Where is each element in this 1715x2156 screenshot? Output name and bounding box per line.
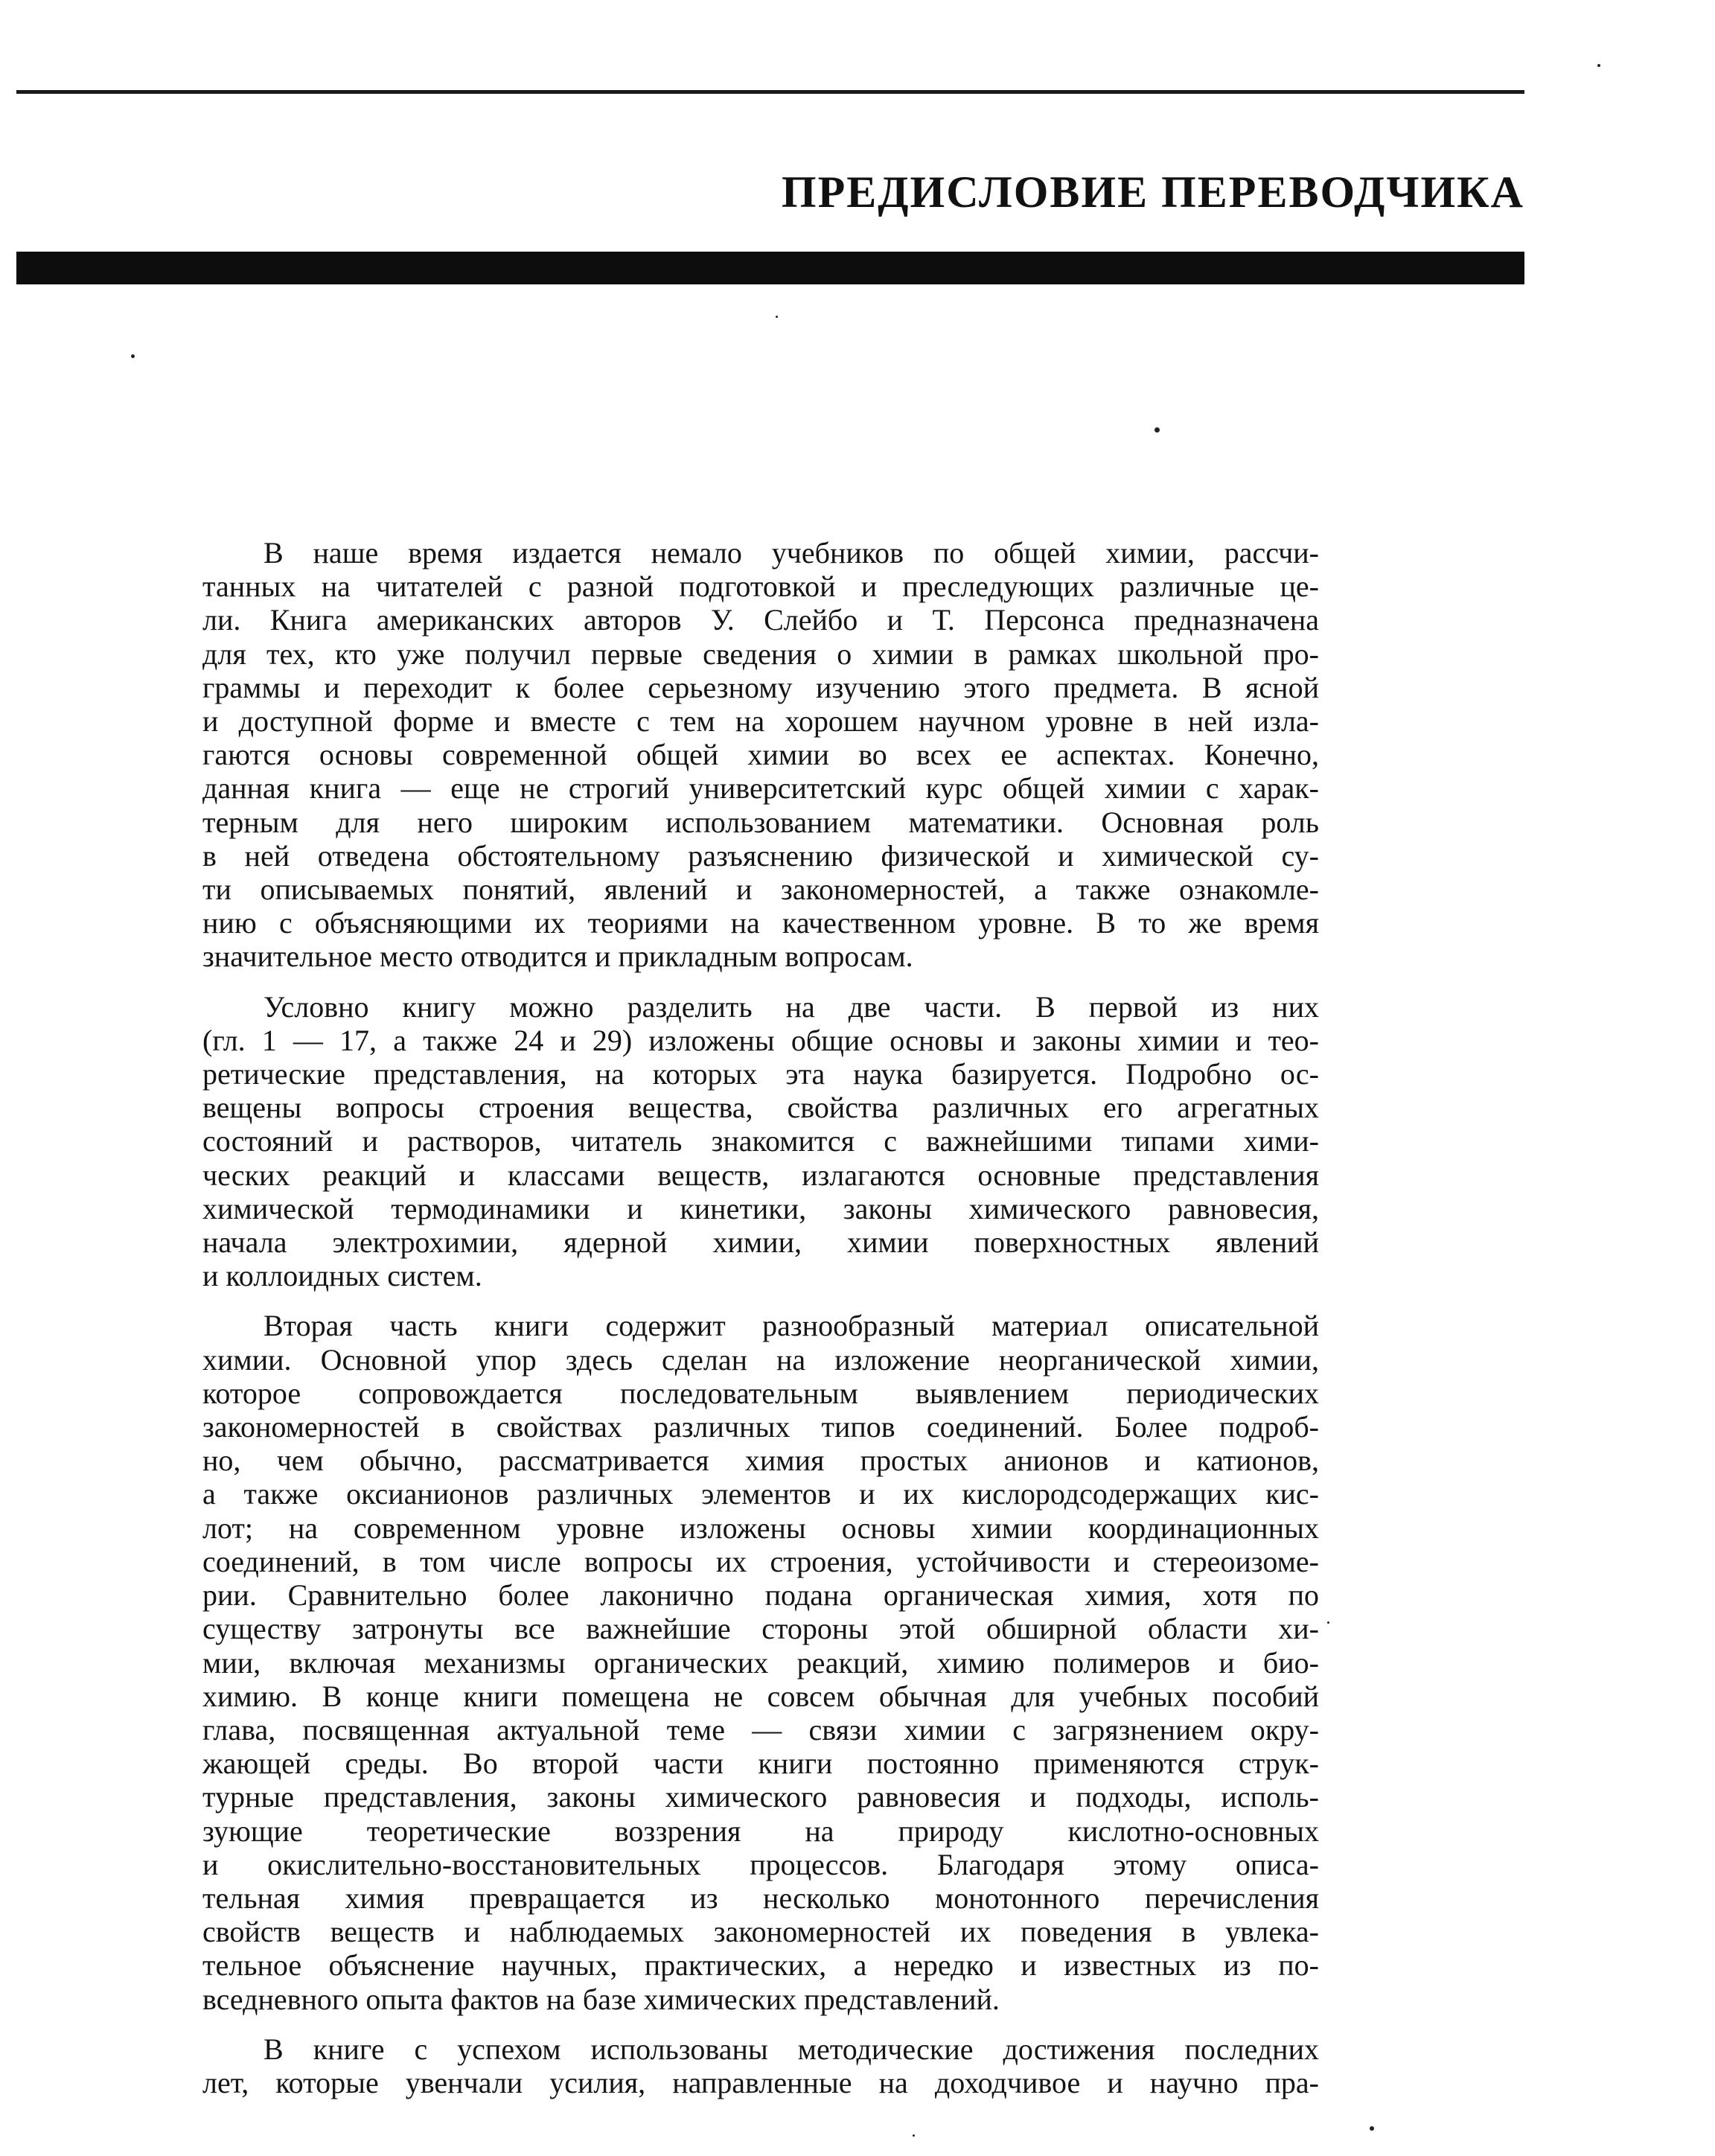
paragraph [202,536,1319,974]
paragraph [202,2032,1319,2099]
text-line: а также оксианионов различных элементов и их кислородсодержащих кис- [202,1477,1319,1511]
text-line: рии. Сравнительно более лаконично подана органическая химия, хотя по [202,1578,1319,1613]
scan-speck [131,354,135,358]
text-line: ли. Книга американских авторов У. Слейбо и Т. Персонса предназначена [202,603,1319,637]
text-line: терным для него широким использованием математики. Основная роль [202,805,1319,839]
scan-speck [1597,64,1600,67]
text-line: глава, посвященная актуальной теме — связи химии с загрязнением окру- [202,1712,1319,1747]
text-line: Вторая часть книги содержит разнообразный материал описательной [264,1309,1319,1343]
text-line: нию с объясняющими их теориями на качественном уровне. В то же время [202,906,1319,940]
scan-speck [1327,1621,1329,1624]
text-line: существу затронуты все важнейшие стороны этой обширной области хи- [202,1612,1319,1646]
text-line: ретические представления, на которых эта наука базируется. Подробно ос- [202,1057,1319,1091]
text-line: начала электрохимии, ядерной химии, химии поверхностных явлений [202,1225,1319,1260]
text-line: жающей среды. Во второй части книги постоянно применяются струк- [202,1747,1319,1781]
text-line: и доступной форме и вместе с тем на хорошем научном уровне в ней изла- [202,704,1319,739]
text-line: турные представления, законы химического равновесия и подходы, исполь- [202,1780,1319,1814]
scan-speck [776,316,778,318]
text-line: вещены вопросы строения вещества, свойства различных его агрегатных [202,1091,1319,1125]
paragraph [202,1309,1319,2015]
text-line: зующие теоретические воззрения на природу кислотно-основных [202,1814,1319,1848]
body-text [202,536,1319,2099]
text-line: гаются основы современной общей химии во всех ее аспектах. Конечно, [202,738,1319,772]
text-line: химии. Основной упор здесь сделан на изложение неорганической химии, [202,1342,1319,1377]
text-line: мии, включая механизмы органических реакций, химию полимеров и био- [202,1645,1319,1680]
text-line: В наше время издается немало учебников по общей химии, рассчи- [264,536,1319,570]
scan-speck [1370,2126,1374,2131]
text-line: В книге с успехом использованы методические достижения последних [264,2032,1319,2066]
text-line: закономерностей в свойствах различных типов соединений. Более подроб- [202,1410,1319,1444]
text-line: в ней отведена обстоятельному разъяснению физической и химической су- [202,838,1319,873]
text-line: которое сопровождается последовательным выявлением периодических [202,1376,1319,1410]
text-line: лет, которые увенчали усилия, направленные на доходчивое и научно пра- [202,2065,1319,2099]
text-line: свойств веществ и наблюдаемых закономерностей их поведения в увлека- [202,1915,1319,1949]
top-rule [16,90,1524,94]
text-line: и коллоидных систем. [202,1259,482,1293]
chapter-title: ПРЕДИСЛОВИЕ ПЕРЕВОДЧИКА [781,168,1524,217]
text-line: но, чем обычно, рассматривается химия простых анионов и катионов, [202,1444,1319,1478]
scan-speck [913,2134,915,2137]
text-line: химической термодинамики и кинетики, законы химического равновесия, [202,1191,1319,1225]
text-line: (гл. 1 — 17, а также 24 и 29) изложены общие основы и законы химии и тео- [202,1023,1319,1057]
text-line: граммы и переходит к более серьезному изучению этого предмета. В ясной [202,670,1319,704]
text-line: лот; на современном уровне изложены основы химии координационных [202,1511,1319,1545]
text-line: значительное место отводится и прикладным вопросам. [202,940,913,974]
text-line: ческих реакций и классами веществ, излагаются основные представления [202,1158,1319,1192]
text-line: тельная химия превращается из несколько монотонного перечисления [202,1881,1319,1915]
text-line: и окислительно-восстановительных процессов. Благодаря этому описа- [202,1847,1319,1881]
scan-speck [1154,427,1160,433]
text-line: ти описываемых понятий, явлений и закономерностей, а также ознакомле- [202,873,1319,907]
text-line: соединений, в том числе вопросы их строения, устойчивости и стереоизоме- [202,1544,1319,1578]
paragraph [202,990,1319,1293]
text-line: вседневного опыта фактов на базе химических представлений. [202,1982,1000,2016]
text-line: данная книга — еще не строгий университетский курс общей химии с харак- [202,771,1319,806]
text-line: танных на читателей с разной подготовкой и преследующих различные це- [202,570,1319,604]
text-line: химию. В конце книги помещена не совсем обычная для учебных пособий [202,1679,1319,1713]
text-line: для тех, кто уже получил первые сведения о химии в рамках школьной про- [202,637,1319,671]
text-line: тельное объяснение научных, практических, а нередко и известных из по- [202,1948,1319,1983]
text-line: состояний и растворов, читатель знакомится с важнейшими типами хими- [202,1124,1319,1158]
title-bar [16,252,1524,284]
text-line: Условно книгу можно разделить на две части. В первой из них [264,989,1319,1024]
